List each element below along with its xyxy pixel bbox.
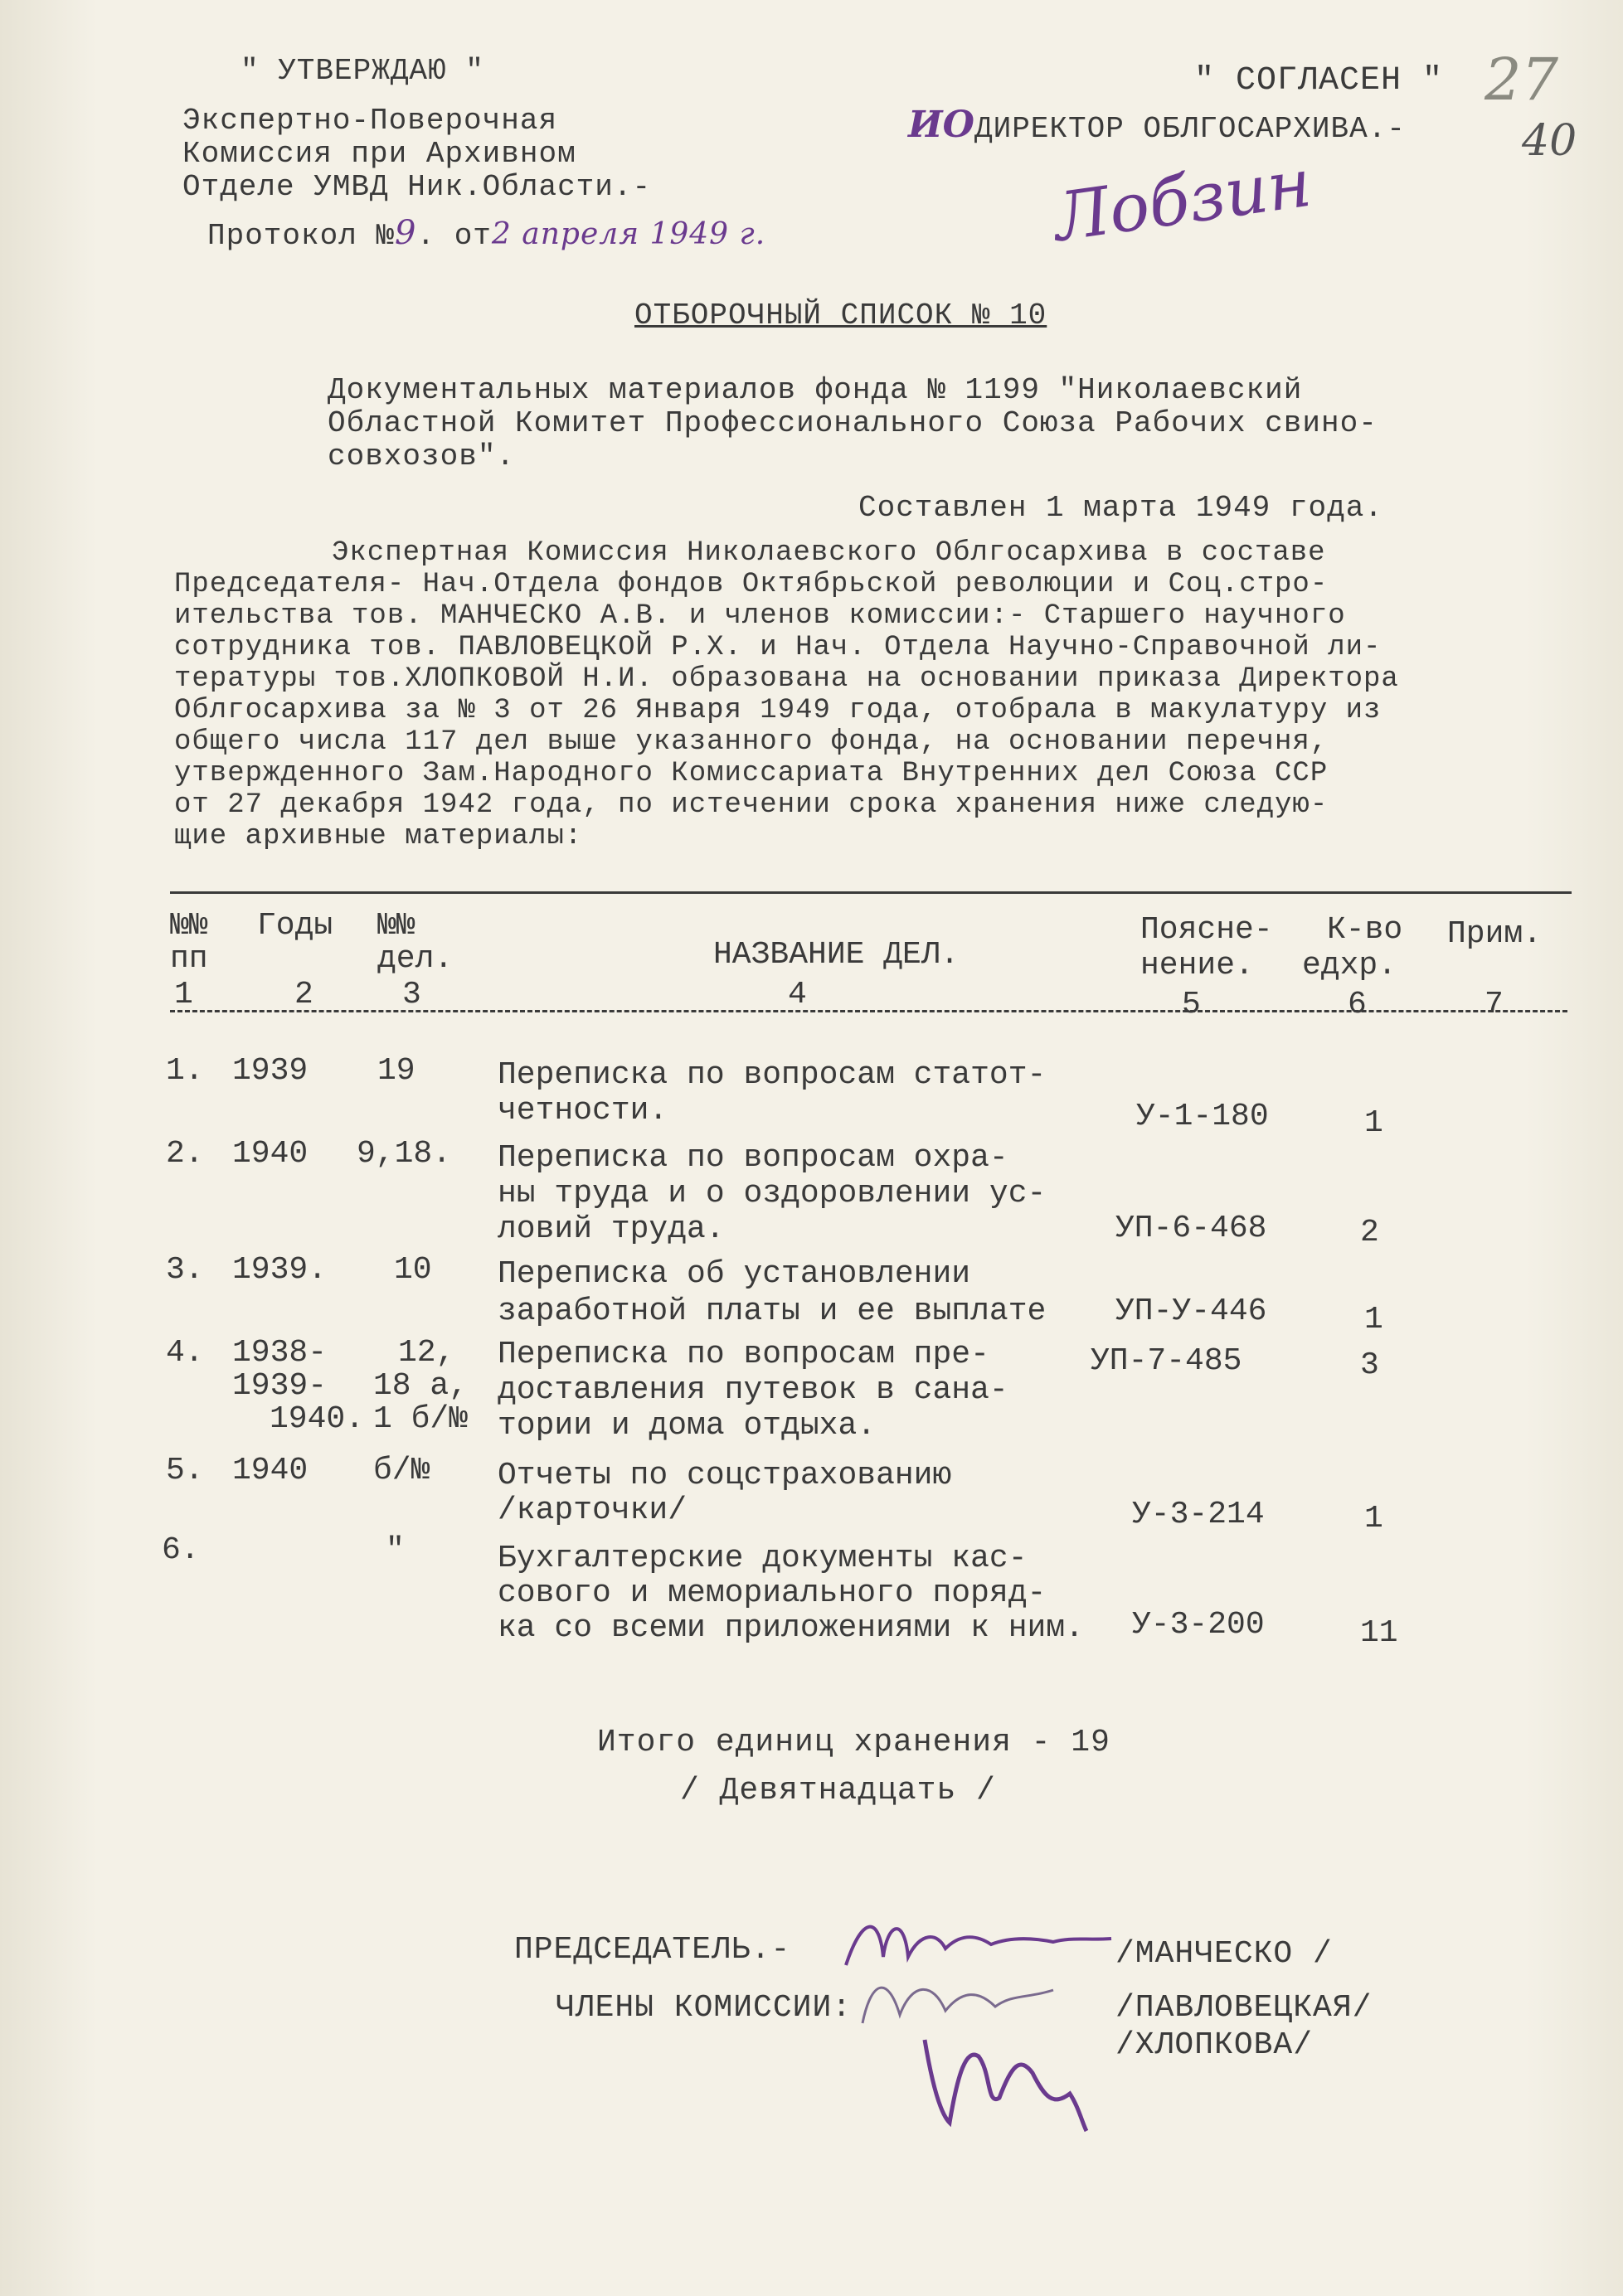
row-name-3: ловий труда. — [498, 1211, 725, 1247]
body-line-5: тературы тов.ХЛОПКОВОЙ Н.И. образована на основании приказа Директора — [174, 663, 1399, 695]
row-years: 1940 — [232, 1453, 309, 1488]
row-name-2: сового и мемориального поряд- — [498, 1575, 1047, 1611]
header-years: Годы — [257, 908, 333, 944]
row-cases-3: 1 б/№ — [373, 1401, 469, 1437]
body-line-3: ительства тов. МАНЧЕСКО А.В. и членов комиссии:- Старшего научного — [174, 600, 1346, 632]
body-line-9: от 27 декабря 1942 года, по истечении срока хранения ниже следую- — [174, 789, 1329, 821]
row-cases: б/№ — [373, 1453, 430, 1488]
row-cases-2: 18 а, — [373, 1368, 469, 1404]
row-cases: 19 — [377, 1053, 415, 1089]
row-units: 2 — [1360, 1215, 1379, 1250]
row-years-1: 1938- — [232, 1335, 328, 1371]
row-cases: " — [386, 1532, 405, 1568]
row-name-1: Переписка по вопросам статот- — [498, 1057, 1047, 1093]
row-num: 2. — [166, 1136, 204, 1172]
table-header-rule — [170, 1010, 1567, 1012]
director-signature: Лобзин — [1049, 143, 1316, 257]
total-line: Итого единиц хранения - 19 — [597, 1725, 1110, 1760]
members-label: ЧЛЕНЫ КОМИССИИ: — [556, 1990, 853, 2026]
row-units: 1 — [1364, 1302, 1383, 1337]
row-years-2: 1939- — [232, 1368, 328, 1404]
row-name-2: ны труда и о оздоровлении ус- — [498, 1176, 1047, 1211]
row-units: 3 — [1360, 1347, 1379, 1383]
body-line-1: Экспертная Комиссия Николаевского Облгосархива в составе — [332, 537, 1326, 569]
subtitle-line-3: совхозов". — [328, 439, 516, 473]
row-note: У-1-180 — [1136, 1099, 1269, 1134]
row-name-3: тории и дома отдыха. — [498, 1408, 877, 1444]
row-name-2: /карточки/ — [498, 1493, 688, 1528]
row-years: 1940 — [232, 1136, 309, 1172]
body-line-10: щие архивные материалы: — [174, 821, 583, 852]
row-units: 1 — [1364, 1105, 1383, 1141]
row-cases: 10 — [394, 1252, 432, 1288]
total-words: / Девятнадцать / — [680, 1773, 996, 1808]
member-signature-2 — [912, 2015, 1095, 2148]
protocol-mid: . от — [416, 219, 492, 253]
row-note: У-3-214 — [1132, 1497, 1265, 1532]
col-number-7: 7 — [1485, 987, 1504, 1022]
row-note: У-3-200 — [1132, 1607, 1265, 1643]
col-number-6: 6 — [1348, 987, 1367, 1022]
row-name-1: Переписка по вопросам пре- — [498, 1337, 989, 1372]
row-name-1: Переписка об установлении — [498, 1256, 971, 1292]
agree-line-1: ДИРЕКТОР ОБЛГОСАРХИВА.- — [974, 112, 1406, 146]
row-years: 1939 — [232, 1053, 309, 1089]
chair-label: ПРЕДСЕДАТЕЛЬ.- — [514, 1932, 791, 1968]
body-line-4: сотрудника тов. ПАВЛОВЕЦКОЙ Р.Х. и Нач. Отдела Научно-Справочной ли- — [174, 632, 1382, 663]
agree-title: " СОГЛАСЕН " — [1194, 62, 1444, 100]
row-years: 1939. — [232, 1252, 328, 1288]
row-units: 11 — [1360, 1615, 1398, 1651]
body-line-7: общего числа 117 дел выше указанного фонда, на основании перечня, — [174, 726, 1329, 758]
agree-prefix: ИО — [908, 104, 974, 146]
compiled-date: Составлен 1 марта 1949 года. — [858, 491, 1383, 525]
row-name-1: Переписка по вопросам охра- — [498, 1140, 1008, 1176]
approve-line-3: Отделе УМВД Ник.Области.- — [182, 170, 652, 204]
row-note: УП-У-446 — [1115, 1294, 1267, 1329]
col-number-2: 2 — [294, 977, 313, 1012]
row-num: 5. — [166, 1453, 204, 1488]
col-number-4: 4 — [788, 977, 807, 1012]
row-name-2: доставления путевок в сана- — [498, 1372, 1008, 1408]
body-line-6: Облгосархива за № 3 от 26 Января 1949 года, отобрала в макулатуру из — [174, 695, 1382, 726]
row-units: 1 — [1364, 1501, 1383, 1536]
row-num: 1. — [166, 1053, 204, 1089]
approve-line-2: Комиссия при Архивном — [182, 137, 576, 171]
body-line-8: утвержденного Зам.Народного Комиссариата Внутренних дел Союза ССР — [174, 758, 1329, 789]
approve-line-1: Экспертно-Поверочная — [182, 104, 558, 138]
row-num: 6. — [162, 1532, 200, 1568]
body-line-2: Председателя- Нач.Отдела фондов Октябрьской революции и Соц.стро- — [174, 569, 1329, 600]
header-note-2: нение. — [1140, 948, 1254, 983]
subtitle-line-2: Областной Комитет Профессионального Союза Рабочих свино- — [328, 406, 1378, 440]
header-cases-2: дел. — [377, 941, 454, 977]
subtitle-line-1: Документальных материалов фонда № 1199 "Николаевский — [328, 373, 1303, 407]
header-num-2: пп — [170, 941, 208, 977]
protocol-date: 2 апреля 1949 г. — [491, 217, 766, 251]
corner-mark-2: 40 — [1522, 116, 1577, 166]
header-num-1: №№ — [170, 908, 208, 944]
header-note-1: Поясне- — [1140, 912, 1273, 948]
row-years-3: 1940. — [270, 1401, 365, 1437]
col-number-1: 1 — [174, 977, 193, 1012]
row-num: 4. — [166, 1335, 204, 1371]
row-name-1: Отчеты по соцстрахованию — [498, 1458, 952, 1493]
col-number-3: 3 — [402, 977, 421, 1012]
header-units-1: К-во — [1327, 912, 1403, 948]
protocol-line — [207, 214, 765, 253]
row-name-3: ка со всеми приложениями к ним. — [498, 1610, 1084, 1646]
header-units-2: едхр. — [1302, 948, 1397, 983]
row-note: УП-7-485 — [1091, 1343, 1242, 1379]
corner-mark-1: 27 — [1485, 46, 1559, 114]
chair-name: /МАНЧЕСКО / — [1115, 1936, 1333, 1972]
document-title: ОТБОРОЧНЫЙ СПИСОК № 10 — [634, 299, 1047, 333]
member-name-2: /ХЛОПКОВА/ — [1115, 2027, 1314, 2063]
protocol-prefix: Протокол № — [207, 219, 396, 253]
row-name-1: Бухгалтерские документы кас- — [498, 1541, 1028, 1576]
header-cases-1: №№ — [377, 908, 415, 944]
row-note: УП-6-468 — [1115, 1211, 1267, 1246]
table-top-rule — [170, 891, 1572, 894]
member-name-1: /ПАВЛОВЕЦКАЯ/ — [1115, 1990, 1373, 2026]
row-cases-1: 12, — [398, 1335, 455, 1371]
row-name-2: четности. — [498, 1093, 668, 1129]
approve-title: " УТВЕРЖДАЮ " — [241, 54, 484, 88]
header-name: НАЗВАНИЕ ДЕЛ. — [713, 937, 960, 973]
protocol-number: 9 — [395, 214, 417, 252]
row-name-2: заработной платы и ее выплате — [498, 1294, 1047, 1329]
row-num: 3. — [166, 1252, 204, 1288]
col-number-5: 5 — [1182, 987, 1201, 1022]
row-cases: 9,18. — [357, 1136, 452, 1172]
header-remark: Прим. — [1447, 916, 1543, 952]
